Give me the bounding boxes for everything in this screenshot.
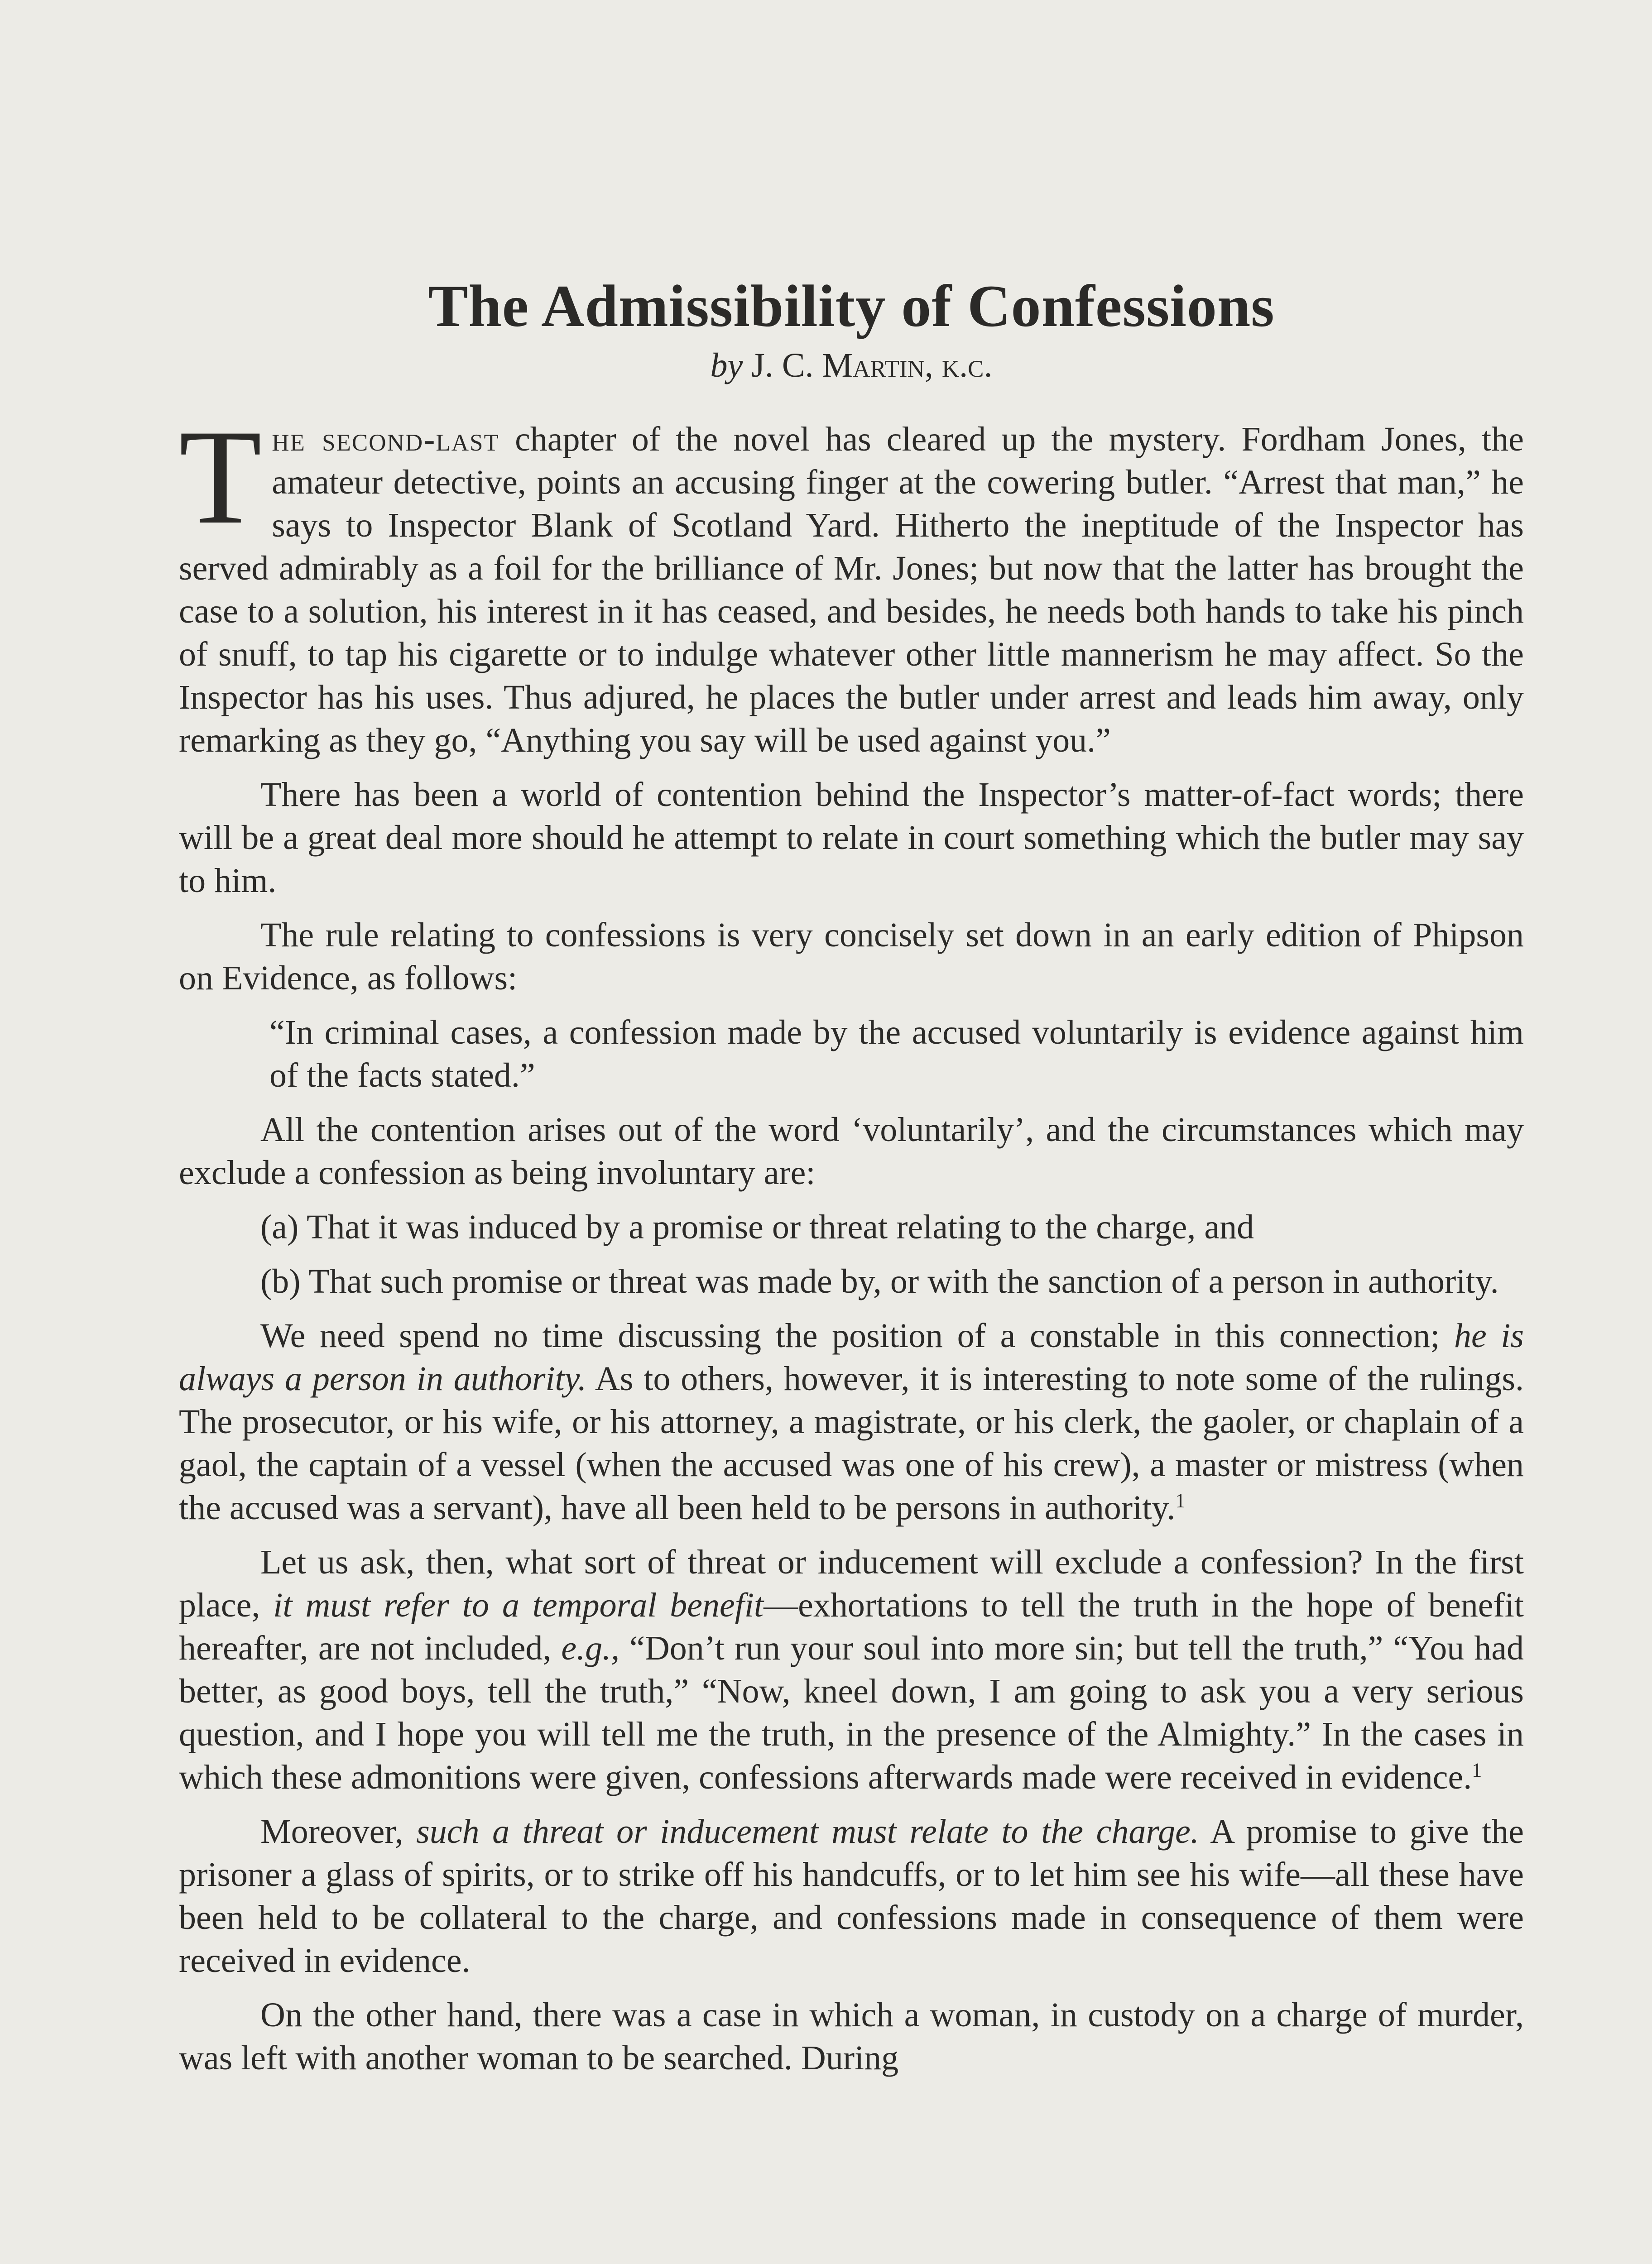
paragraph-8-emphasis: it must refer to a temporal benefit: [273, 1586, 764, 1624]
paragraph-7-text-a: We need spend no time discussing the position of a constable in this connection;: [260, 1316, 1454, 1355]
paragraph-8-text-b: —exhortations to tell the truth in the hope of benefit hereafter, are not included,: [179, 1586, 1524, 1667]
paragraph-9-emphasis: such a threat or inducement must relate to the charge.: [416, 1812, 1199, 1851]
paragraph-4: All the contention arises out of the word ‘voluntarily’, and the circumstances which may exclude a confession as being involuntary are:: [179, 1110, 1524, 1192]
paragraph-5: (a) That it was induced by a promise or threat relating to the charge, and: [260, 1208, 1254, 1246]
paragraph-1-text: chapter of the novel has cleared up the mystery. Fordham Jones, the amateur detective, points an accusing finger at the cowering butler. “Arrest that man,” he says to Inspector Blank of Scotland Yard. Hitherto the ineptitude of the Inspector has served admirably as a foil for the brilliance of Mr. Jones; but now that the latter has brought the case to a solution, his interest in it has ceased, and besides, he needs both hands to take his pinch of snuff, to tap his cigarette or to indulge whatever other little mannerism he may affect. So the Inspector has his uses. Thus adjured, he places the butler under arrest and leads him away, only remarking as they go, “Anything you say will be used against you.”: [179, 420, 1524, 759]
paragraph-9-text-a: Moreover,: [260, 1812, 417, 1851]
paragraph-7-emphasis: he is always a person in authority.: [179, 1316, 1524, 1398]
paragraph-8: [179, 1541, 1524, 1799]
lead-in: he second-last: [272, 420, 499, 458]
byline: [179, 345, 1524, 386]
paragraph-10: On the other hand, there was a case in which a woman, in custody on a charge of murder, was left with another woman to be searched. During: [179, 1995, 1524, 2077]
paragraph-7-text-b: As to others, however, it is interesting to note some of the rulings. The prosecutor, or his wife, or his attorney, a magistrate, or his clerk, the gaoler, or chaplain of a gaol, the captain of a vessel (when the accused was one of his crew), a master or mistress (when the accused was a servant), have all been held to be persons in authority.: [179, 1359, 1524, 1527]
paragraph-9-text-b: A promise to give the prisoner a glass of spirits, or to strike off his handcuffs, or to let him see his wife—all these have been held to be collateral to the charge, and confessions made in consequence of them were received in evidence.: [179, 1812, 1524, 1980]
paragraph-3: The rule relating to confessions is very concisely set down in an early edition of Phipson on Evidence, as follows:: [179, 916, 1524, 997]
footnote-marker: 1: [1472, 1759, 1482, 1781]
article-title: The Admissibility of Confessions: [428, 273, 1275, 339]
paragraph-8-text-a: Let us ask, then, what sort of threat or inducement will exclude a confession? In the first place,: [179, 1543, 1524, 1624]
paragraph-6: (b) That such promise or threat was made by, or with the sanction of a person in authority.: [260, 1262, 1499, 1300]
paragraph-1: [179, 401, 1524, 762]
paragraph-9: [179, 1810, 1524, 1982]
byline-author: J. C. Martin, k.c.: [751, 346, 993, 384]
block-quote: “In criminal cases, a confession made by the accused voluntarily is evidence against him of the facts stated.”: [269, 1013, 1524, 1094]
paragraph-7: [179, 1314, 1524, 1530]
footnote-marker: 1: [1175, 1489, 1186, 1512]
article: [179, 272, 1524, 2080]
paragraph-8-eg: e.g.,: [561, 1629, 620, 1667]
byline-by: by: [710, 346, 743, 384]
paragraph-2: There has been a world of contention behind the Inspector’s matter-of-fact words; there will be a great deal more should he attempt to relate in court something which the butler may say to him.: [179, 775, 1524, 900]
paragraph-8-text-c: “Don’t run your soul into more sin; but tell the truth,” “You had better, as good boys, tell the truth,” “Now, kneel down, I am going to ask you a very serious question, and I hope you will tell me the truth, in the presence of the Almighty.” In the cases in which these admonitions were given, confessions afterwards made were received in evidence.: [179, 1629, 1524, 1796]
drop-cap: T: [179, 401, 262, 552]
